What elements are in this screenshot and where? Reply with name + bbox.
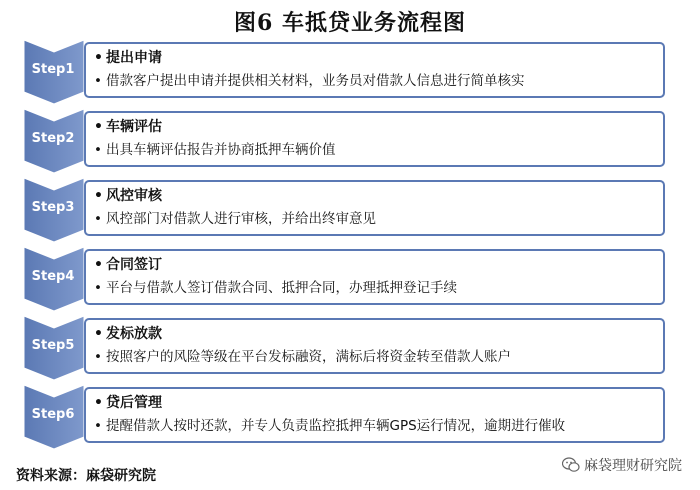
step-description-text: 按照客户的风险等级在平台发标融资，满标后将资金转至借款人账户 (106, 349, 511, 365)
bullet-icon: • (94, 326, 103, 342)
bullet-icon: • (94, 188, 103, 204)
step-heading-text: 合同签订 (106, 257, 162, 273)
step-heading (94, 47, 655, 69)
step-description-text: 风控部门对借款人进行审核，并给出终审意见 (106, 211, 376, 227)
bullet-icon: • (94, 73, 102, 89)
bullet-icon: • (94, 50, 103, 66)
step-label-6: Step6 (31, 407, 75, 422)
step-heading (94, 323, 655, 345)
step-heading-text: 发标放款 (106, 326, 162, 342)
step-description (94, 207, 655, 231)
step-label-1: Step1 (31, 62, 75, 77)
step-label-5: Step5 (31, 338, 75, 353)
step-description (94, 276, 655, 300)
bullet-icon: • (94, 395, 103, 411)
bullet-icon: • (94, 211, 102, 227)
step-heading-text: 风控审核 (106, 188, 162, 204)
source-note: 资料来源：麻袋研究院 (16, 468, 156, 484)
bullet-icon: • (94, 280, 102, 296)
bullet-icon: • (94, 257, 103, 273)
diagram-title: 图6 车抵贷业务流程图 (234, 10, 466, 36)
step-heading (94, 392, 655, 414)
step-heading (94, 185, 655, 207)
step-heading-text: 贷后管理 (106, 395, 162, 411)
bullet-icon: • (94, 142, 102, 158)
step-description-text: 出具车辆评估报告并协商抵押车辆价值 (106, 142, 336, 158)
step-description (94, 345, 655, 369)
step-description-text: 提醒借款人按时还款，并专人负责监控抵押车辆GPS运行情况，逾期进行催收 (106, 418, 566, 434)
step-description (94, 414, 655, 438)
step-label-3: Step3 (31, 200, 75, 215)
step-description (94, 69, 655, 93)
step-heading-text: 车辆评估 (106, 119, 162, 135)
step-label-4: Step4 (31, 269, 75, 284)
step-description (94, 138, 655, 162)
step-box-3 (84, 180, 665, 236)
step-box-2 (84, 111, 665, 167)
wechat-icon (562, 457, 580, 473)
step-label-2: Step2 (31, 131, 75, 146)
watermark-text: 麻袋理财研究院 (584, 458, 682, 474)
bullet-icon: • (94, 418, 102, 434)
step-box-1 (84, 42, 665, 98)
step-heading (94, 116, 655, 138)
step-box-5 (84, 318, 665, 374)
step-heading-text: 提出申请 (106, 50, 162, 66)
step-heading (94, 254, 655, 276)
watermark (562, 455, 682, 475)
step-description-text: 平台与借款人签订借款合同、抵押合同，办理抵押登记手续 (106, 280, 457, 296)
bullet-icon: • (94, 119, 103, 135)
step-box-4 (84, 249, 665, 305)
step-box-6 (84, 387, 665, 443)
step-description-text: 借款客户提出申请并提供相关材料，业务员对借款人信息进行简单核实 (106, 73, 525, 89)
bullet-icon: • (94, 349, 102, 365)
